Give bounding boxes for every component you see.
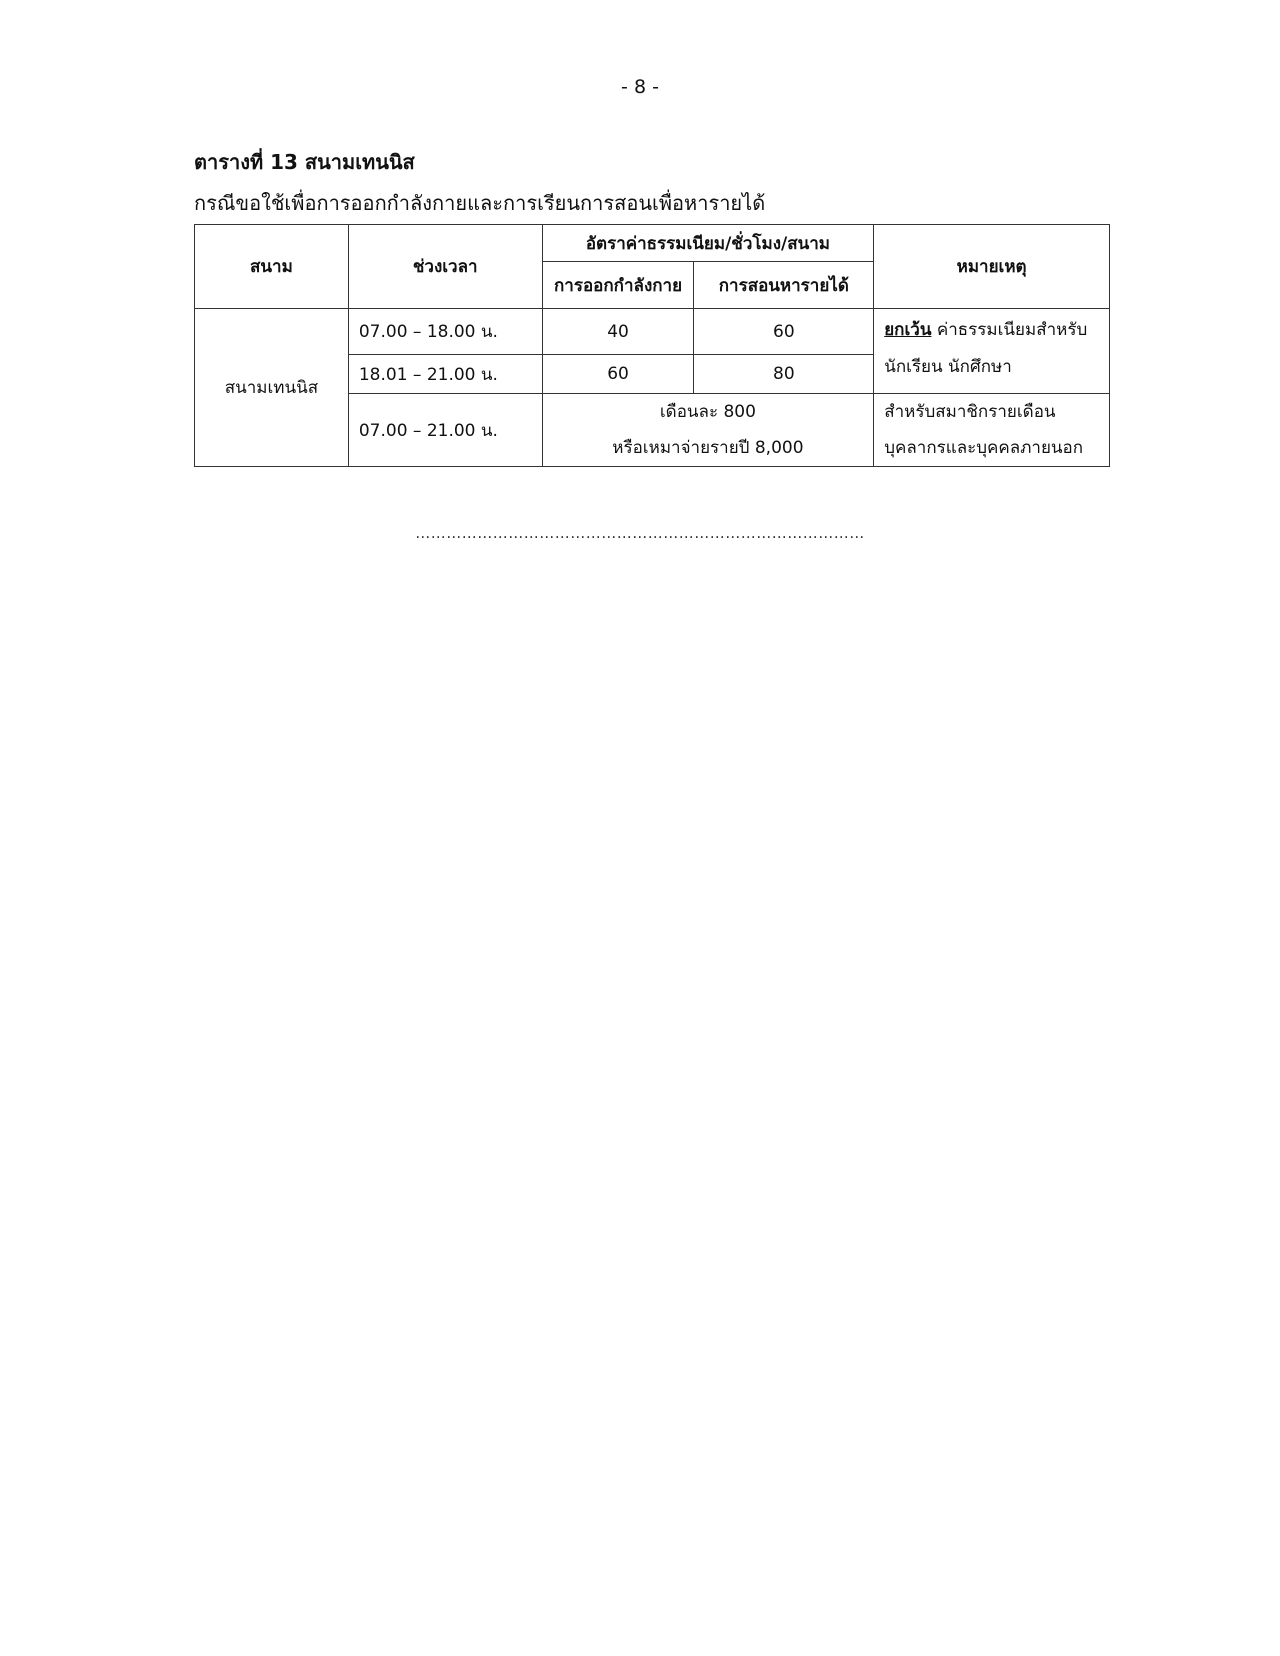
table-row — [195, 309, 1110, 355]
time-cell: 18.01 – 21.00 น. — [348, 355, 542, 394]
remarks-membership-line2: บุคลากรและบุคคลภายนอก — [884, 438, 1084, 458]
table-title: ตารางที่ 13 สนามเทนนิส — [194, 150, 415, 174]
remarks-membership-cell — [874, 394, 1110, 467]
remarks-emphasis: ยกเว้น — [884, 320, 932, 340]
page-number: - 8 - — [621, 76, 659, 98]
header-time: ช่วงเวลา — [348, 225, 542, 309]
header-remarks: หมายเหตุ — [874, 225, 1110, 309]
table-header-row — [195, 225, 1110, 262]
venue-cell: สนามเทนนิส — [195, 309, 349, 467]
header-exercise: การออกกำลังกาย — [542, 262, 694, 309]
teaching-rate-cell: 80 — [694, 355, 874, 394]
remarks-text: ค่าธรรมเนียมสำหรับ — [931, 320, 1088, 340]
header-rate-group: อัตราค่าธรรมเนียม/ชั่วโมง/สนาม — [542, 225, 874, 262]
table-subtitle: กรณีขอใช้เพื่อการออกกำลังกายและการเรียนการสอนเพื่อหารายได้ — [194, 191, 766, 215]
header-teaching: การสอนหารายได้ — [694, 262, 874, 309]
membership-line1: เดือนละ 800 — [659, 402, 756, 422]
membership-line2: หรือเหมาจ่ายรายปี 8,000 — [612, 438, 804, 458]
remarks-membership-line1: สำหรับสมาชิกรายเดือน — [884, 402, 1056, 422]
membership-rate-cell — [542, 394, 874, 467]
exercise-rate-cell: 60 — [542, 355, 694, 394]
header-venue: สนาม — [195, 225, 349, 309]
remarks-exemption-cell — [874, 309, 1110, 394]
fee-table — [194, 224, 1110, 467]
time-cell: 07.00 – 21.00 น. — [348, 394, 542, 467]
exercise-rate-cell: 40 — [542, 309, 694, 355]
teaching-rate-cell: 60 — [694, 309, 874, 355]
remarks-line2: นักเรียน นักศึกษา — [884, 357, 1012, 377]
end-marker: …………………………………………………………………………… — [415, 524, 865, 542]
time-cell: 07.00 – 18.00 น. — [348, 309, 542, 355]
